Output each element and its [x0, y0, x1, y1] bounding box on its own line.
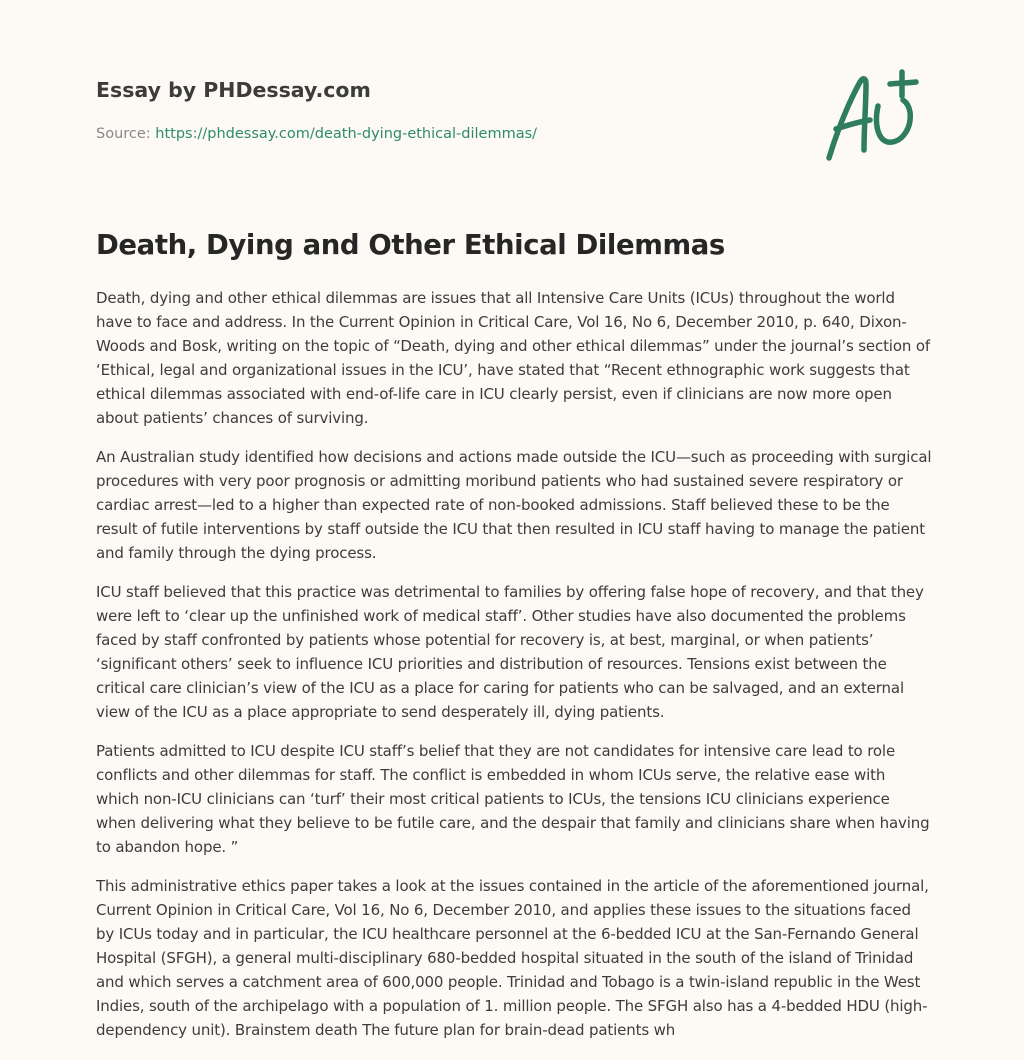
article-paragraph: This administrative ethics paper takes a look at the issues contained in the article of the aforementioned journal, Current Opinion in Critical Care, Vol 16, No 6, December 2010, and applies these issues to the situations faced by ICUs today and in particular, the ICU healthcare personnel at the 6-bedded ICU at the San-Fernando General Hospital (SFGH), a general multi-disciplinary 680-bedded hospital situated in the south of the island of Trinidad and which serves a catchment area of 600,000 people. Trinidad and Tobago is a twin-island republic in the West Indies, south of the archipelago with a population of 1. million people. The SFGH also has a 4-bedded HDU (high-dependency unit). Brainstem death The future plan for brain-dead patients wh [96, 877, 929, 1039]
source-link[interactable]: https://phdessay.com/death-dying-ethical-dilemmas/ [155, 126, 538, 142]
source-line [96, 124, 796, 144]
article-paragraph: An Australian study identified how decisions and actions made outside the ICU—such as proceeding with surgical procedures with very poor prognosis or admitting moribund patients who had sustained severe respiratory or cardiac arrest—led to a higher than expected rate of non-booked admissions. Staff believed these to be the result of futile interventions by staff outside the ICU that then resulted in ICU staff having to manage the patient and family through the dying process. [96, 448, 932, 562]
source-label: Source: [96, 126, 156, 142]
page-header [96, 76, 796, 144]
article [96, 226, 932, 1057]
article-title: Death, Dying and Other Ethical Dilemmas [96, 229, 725, 261]
article-paragraph: ICU staff believed that this practice was detrimental to families by offering false hope of recovery, and that they were left to ‘clear up the unfinished work of medical staff’. Other studies have also documented the problems faced by staff confronted by patients whose potential for recovery is, at best, marginal, or when patients’ ‘significant others’ seek to influence ICU priorities and distribution of resources. Tensions exist between the critical care clinician’s view of the ICU as a place for caring for patients who can be salvaged, and an external view of the ICU as a place appropriate to send desperately ill, dying patients. [96, 583, 924, 721]
article-paragraph: Patients admitted to ICU despite ICU staff’s belief that they are not candidates for intensive care lead to role conflicts and other dilemmas for staff. The conflict is embedded in whom ICUs serve, the relative ease with which non-ICU clinicians can ‘turf’ their most critical patients to ICUs, the tensions ICU clinicians experience when delivering what they believe to be futile care, and the despair that family and clinicians share when having to abandon hope. ” [96, 742, 930, 856]
article-paragraph: Death, dying and other ethical dilemmas are issues that all Intensive Care Units (ICUs) throughout the world have to face and address. In the Current Opinion in Critical Care, Vol 16, No 6, December 2010, p. 640, Dixon-Woods and Bosk, writing on the topic of “Death, dying and other ethical dilemmas” under the journal’s section of ‘Ethical, legal and organizational issues in the ICU’, have stated that “Recent ethnographic work suggests that ethical dilemmas associated with end-of-life care in ICU clearly persist, even if clinicians are now more open about patients’ chances of surviving. [96, 289, 930, 427]
brand-title: Essay by PHDessay.com [96, 78, 371, 102]
a-plus-grade-icon [820, 66, 930, 166]
